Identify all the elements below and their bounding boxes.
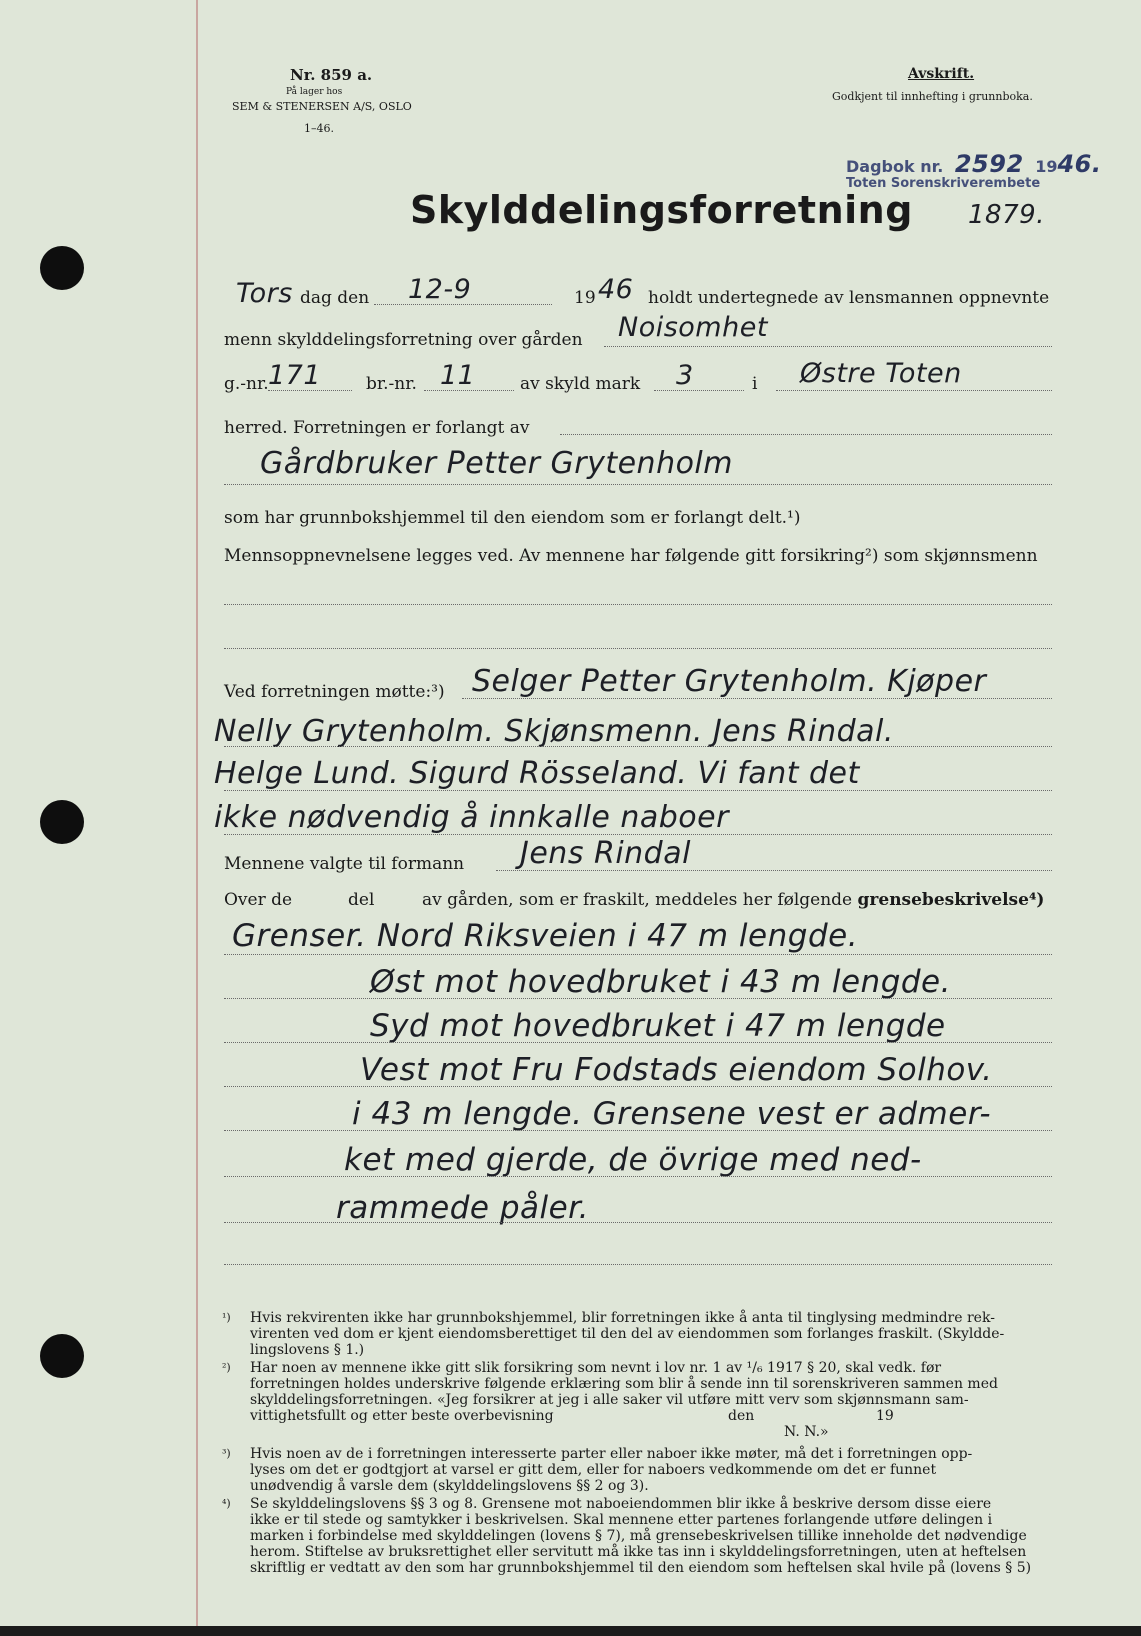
footnote-1-line1: Hvis rekvirenten ikke har grunnbokshjemmel, blir forretningen ikke å anta til tinglysing medmindre rek-: [250, 1310, 995, 1326]
requester-handwritten: Gårdbruker Petter Grytenholm: [260, 446, 733, 481]
footnote-1-line3: lingslovens § 1.): [250, 1342, 365, 1358]
grense-handwritten-2: Øst mot hovedbruket i 43 m lengde.: [370, 964, 951, 1000]
formann-handwritten: Jens Rindal: [520, 836, 691, 871]
footnote-4-line3: marken i forbindelse med skylddelingen (lovens § 7), må grensebeskrivelsen tillike inneholde det nødvendige: [250, 1528, 1027, 1544]
stamp-office: Toten Sorenskriverembete: [846, 176, 1041, 191]
grense-bold-text: grensebeskrivelse⁴): [857, 890, 1045, 910]
mote-dotline1: [462, 698, 1052, 699]
grense-handwritten-4: Vest mot Fru Fodstads eiendom Solhov.: [360, 1052, 993, 1088]
formann-dotline: [496, 870, 1052, 871]
footnote-4: [222, 1496, 1050, 1576]
gnr-handwritten: 171: [268, 360, 322, 391]
margin-rule: [196, 0, 198, 1626]
grense-handwritten-3: Syd mot hovedbruket i 47 m lengde: [370, 1008, 946, 1044]
stamp-dagbok-number: 2592: [954, 150, 1024, 178]
line2-label: menn skylddelingsforretning over gården: [224, 330, 583, 350]
farm-dotline: [604, 346, 1052, 347]
footnote-2-19: 19: [876, 1408, 894, 1424]
bnr-handwritten: 11: [440, 360, 476, 391]
document-title: Skylddelingsforretning: [410, 188, 913, 232]
mote-dotline4: [224, 834, 1052, 835]
line1-text: holdt undertegnede av lensmannen oppnevnte: [648, 288, 1050, 308]
footnote-2: [222, 1360, 1050, 1440]
footnote-3: [222, 1446, 1050, 1494]
mote-handwritten-1: Selger Petter Grytenholm. Kjøper: [472, 664, 987, 699]
stamp-dagbok-label: Dagbok nr.: [846, 157, 944, 176]
skyld-dotline: [654, 390, 744, 391]
footnote-3-line1: Hvis noen av de i forretningen interesserte parter eller naboer ikke møter, må det i forretningen opp-: [250, 1446, 973, 1462]
grense-line: [422, 890, 1044, 910]
footnote-2-line3: skylddelingsforretningen. «Jeg forsikrer at jeg i alle saker vil utføre mitt verv som skjønnsmann sam-: [250, 1392, 969, 1408]
punch-hole-bottom: [40, 1334, 84, 1378]
footnote-3-mark: ³): [222, 1447, 231, 1460]
stamp-year: 46.: [1057, 150, 1102, 178]
bnr-label: br.-nr.: [366, 374, 417, 394]
footnote-1-line2: virenten ved dom er kjent eiendomsberettiget til den del av eiendommen som forlanges fraskilt. (Skyldde-: [250, 1326, 1005, 1342]
mennsopp-line: Mennsoppnevnelsene legges ved. Av mennene har følgende gitt forsikring²) som skjønnsmenn: [224, 546, 1038, 566]
mote-handwritten-3: Helge Lund. Sigurd Rösseland. Vi fant det: [214, 756, 860, 791]
requester-dotline2: [224, 484, 1052, 485]
grense-dotline4: [224, 1086, 1052, 1087]
footnote-3-line2: lyses om det er godtgjort at varsel er gitt dem, eller for naboers vedkommende om det er funnet: [250, 1462, 937, 1478]
grense-handwritten-1: Grenser. Nord Riksveien i 47 m lengde.: [232, 918, 859, 954]
footnote-3-line3: unødvendig å varsle dem (skylddelingslovens §§ 2 og 3).: [250, 1478, 649, 1494]
formann-label: Mennene valgte til formann: [224, 854, 465, 874]
farm-name-handwritten: Noisomhet: [618, 312, 768, 343]
herred-label: herred. Forretningen er forlangt av: [224, 418, 530, 438]
footnote-4-line2: ikke er til stede og samtykker i beskrivelsen. Skal mennene etter partenes forlangende utføre delingen i: [250, 1512, 993, 1528]
page-reference: 1879.: [968, 200, 1045, 230]
skyld-handwritten: 3: [676, 360, 694, 391]
footnote-2-line4: vittighetsfullt og etter beste overbevisning: [250, 1408, 554, 1424]
mote-dotline2: [224, 746, 1052, 747]
i-label: i: [752, 374, 758, 394]
skyld-label: av skyld mark: [520, 374, 641, 394]
dagbok-stamp: [846, 150, 1102, 178]
footnote-2-line4-row: [250, 1408, 1050, 1424]
mote-handwritten-4: ikke nødvendig å innkalle naboer: [214, 800, 729, 835]
mote-label: Ved forretningen møtte:³): [224, 682, 445, 702]
kommune-handwritten: Østre Toten: [800, 358, 962, 389]
date-handwritten: 12-9: [408, 274, 472, 305]
year-handwritten: 46: [598, 274, 634, 305]
grense-dotline1: [224, 954, 1052, 955]
year-prefix: 19: [574, 288, 596, 308]
grense-handwritten-5: i 43 m lengde. Grensene vest er admer-: [352, 1096, 991, 1132]
grense-dotline2: [224, 998, 1052, 999]
mote-handwritten-2: Nelly Grytenholm. Skjønsmenn. Jens Rindal.: [214, 714, 894, 749]
footnote-1: [222, 1310, 1050, 1358]
footnote-2-den: den: [728, 1408, 755, 1424]
grense-dotline7: [224, 1222, 1052, 1223]
kommune-dotline: [776, 390, 1052, 391]
grense-dotline5: [224, 1130, 1052, 1131]
stamp-year-prefix: 19: [1035, 157, 1058, 176]
footnote-4-mark: ⁴): [222, 1497, 231, 1510]
grunnbok-line: som har grunnbokshjemmel til den eiendom som er forlangt delt.¹): [224, 508, 801, 528]
grense-handwritten-6: ket med gjerde, de övrige med ned-: [344, 1142, 922, 1178]
edition: 1–46.: [304, 122, 334, 135]
grense-handwritten-7: rammede påler.: [336, 1190, 589, 1226]
grense-dotline3: [224, 1042, 1052, 1043]
grense-line-text: av gården, som er fraskilt, meddeles her følgende: [422, 890, 853, 910]
punch-hole-middle: [40, 800, 84, 844]
grense-dotline8: [224, 1264, 1052, 1265]
publisher-line2: SEM & STENERSEN A/S, OSLO: [232, 100, 412, 113]
mote-dotline3: [224, 790, 1052, 791]
requester-dotline1: [560, 434, 1052, 435]
footnote-2-line2: forretningen holdes underskrive følgende erklæring som blir å sende inn til sorenskriveren sammen med: [250, 1376, 998, 1392]
footnote-2-nn: N. N.»: [784, 1424, 829, 1440]
footnote-4-line1: Se skylddelingslovens §§ 3 og 8. Grensene mot naboeiendommen blir ikke å beskrive dersom disse eiere: [250, 1496, 992, 1512]
gnr-label: g.-nr.: [224, 374, 269, 394]
over-de-label: Over de: [224, 890, 293, 910]
del-label: del: [348, 890, 375, 910]
footnote-4-line4: herom. Stiftelse av bruksrettighet eller servitutt må ikke tas inn i skylddelingsforretningen, uten at heftelsen: [250, 1544, 1027, 1560]
blank-dotline1: [224, 604, 1052, 605]
footnote-1-mark: ¹): [222, 1311, 231, 1324]
avskrift-label: Avskrift.: [908, 66, 975, 82]
scan-bottom-edge: [0, 1626, 1141, 1636]
grense-dotline6: [224, 1176, 1052, 1177]
form-number: Nr. 859 a.: [290, 66, 373, 84]
publisher-line1: På lager hos: [286, 87, 343, 97]
punch-hole-top: [40, 246, 84, 290]
footnote-2-mark: ²): [222, 1361, 231, 1374]
dag-den-label: dag den: [300, 288, 370, 308]
blank-dotline2: [224, 648, 1052, 649]
godkjent-note: Godkjent til innhefting i grunnboka.: [832, 90, 1033, 103]
footnote-4-line5: skriftlig er vedtatt av den som har grunnbokshjemmel til den eiendom som heftelsen skal hvile på (lovens § 5): [250, 1560, 1032, 1576]
day-handwritten: Tors: [236, 278, 293, 309]
footnote-2-line1: Har noen av mennene ikke gitt slik forsikring som nevnt i lov nr. 1 av ¹/₆ 1917 § 20, skal vedk. før: [250, 1360, 942, 1376]
